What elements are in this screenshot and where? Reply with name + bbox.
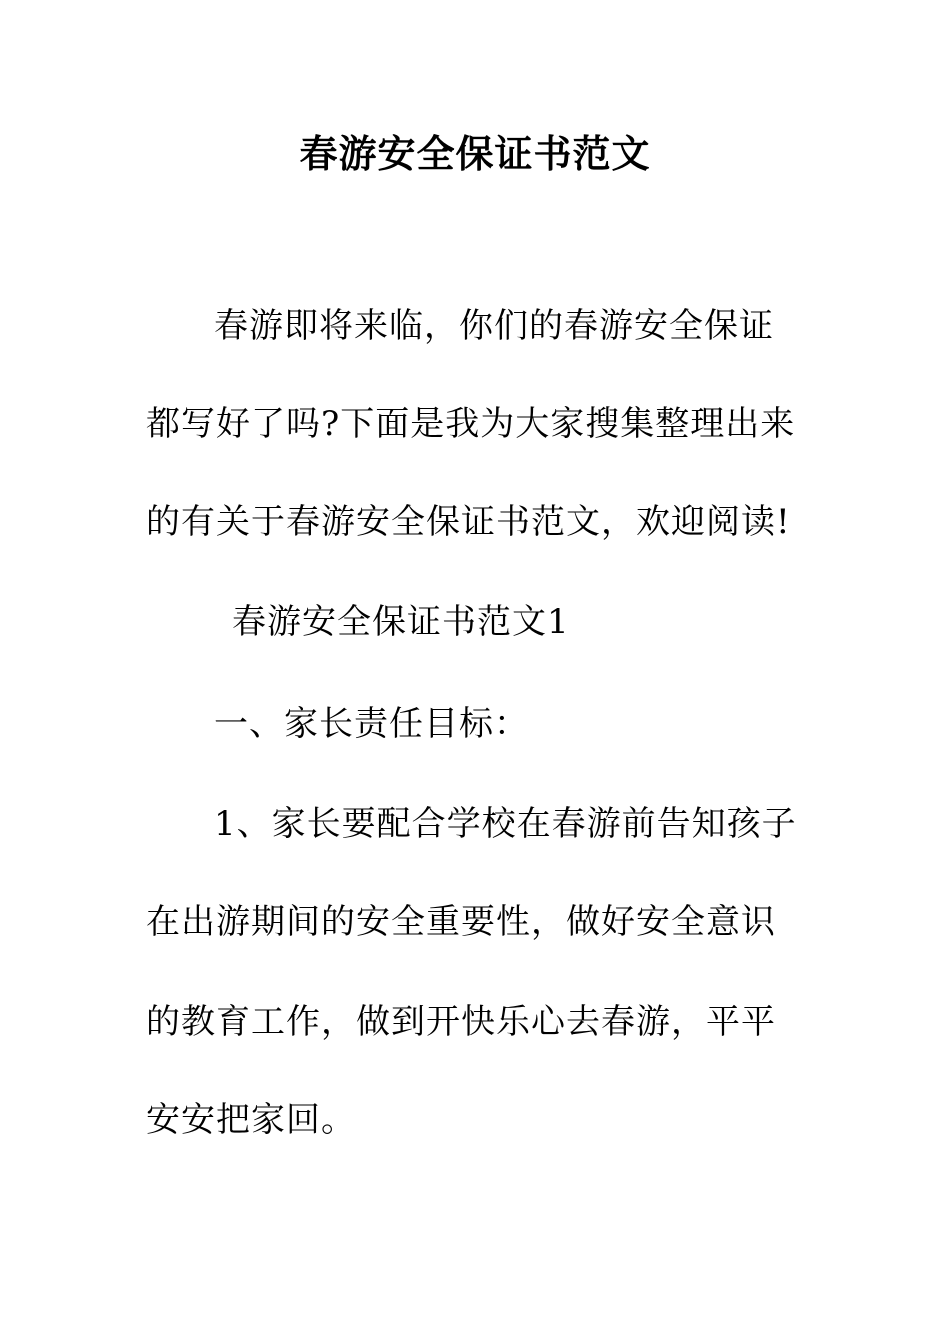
subsection-heading: 一、家长责任目标： <box>214 704 529 744</box>
paragraph-line: 1、家长要配合学校在春游前告知孩子 <box>214 804 797 844</box>
paragraph-line: 春游即将来临，你们的春游安全保证 <box>214 306 774 346</box>
paragraph-line: 都写好了吗?下面是我为大家搜集整理出来 <box>146 404 796 444</box>
paragraph-line: 的教育工作，做到开快乐心去春游，平平 <box>146 1002 776 1042</box>
document-title: 春游安全保证书范文 <box>299 131 651 176</box>
paragraph-line: 的有关于春游安全保证书范文，欢迎阅读! <box>146 502 791 542</box>
paragraph-line: 在出游期间的安全重要性，做好安全意识 <box>146 902 776 942</box>
paragraph-line: 安安把家回。 <box>146 1100 356 1140</box>
section-heading: 春游安全保证书范文1 <box>232 602 570 642</box>
